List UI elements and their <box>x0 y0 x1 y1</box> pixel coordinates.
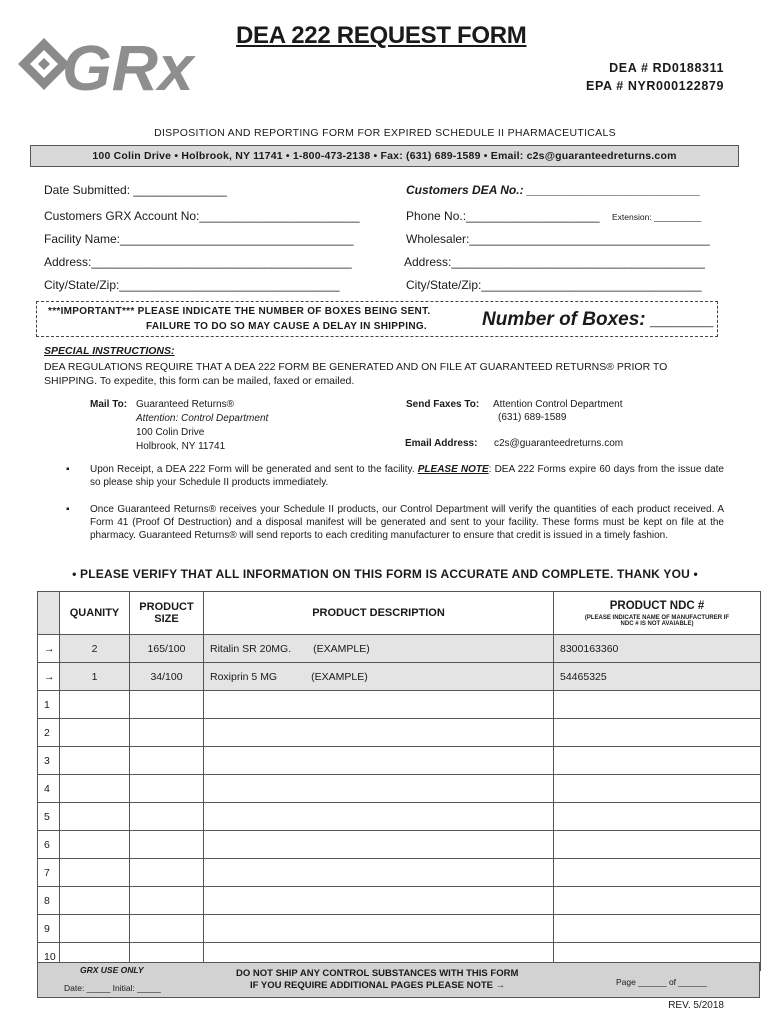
email-label: Email Address: <box>405 438 478 449</box>
header-index <box>38 592 60 635</box>
ndc-cell[interactable] <box>554 831 761 859</box>
mail-to-line: Guaranteed Returns® <box>136 399 234 410</box>
table-row <box>38 691 761 719</box>
page-of-field[interactable]: Page ______ of ______ <box>616 977 707 987</box>
ndc-cell[interactable] <box>554 915 761 943</box>
example-description <box>204 663 554 691</box>
bullet-dot: ▪ <box>66 504 70 515</box>
example-description <box>204 635 554 663</box>
example-product: Ritalin SR 20MG. <box>210 642 292 655</box>
table-row <box>38 859 761 887</box>
city-state-zip-left[interactable]: City/State/Zip:_________________________________ <box>44 278 340 292</box>
description-cell[interactable] <box>204 719 554 747</box>
example-ndc: 8300163360 <box>554 635 761 663</box>
description-cell[interactable] <box>204 915 554 943</box>
grx-account-field[interactable]: Customers GRX Account No:________________________ <box>44 209 360 223</box>
row-number: 6 <box>38 831 60 859</box>
quantity-cell[interactable] <box>60 747 130 775</box>
facility-name-field[interactable]: Facility Name:___________________________________ <box>44 232 354 246</box>
size-cell[interactable] <box>130 803 204 831</box>
header-ndc-note: (PLEASE INDICATE NAME OF MANUFACTURER IF <box>584 614 730 621</box>
size-cell[interactable] <box>130 887 204 915</box>
ndc-cell[interactable] <box>554 691 761 719</box>
description-cell[interactable] <box>204 691 554 719</box>
mail-to-line: 100 Colin Drive <box>136 427 205 438</box>
quantity-cell[interactable] <box>60 859 130 887</box>
size-cell[interactable] <box>130 915 204 943</box>
example-quantity: 1 <box>60 663 130 691</box>
please-note: PLEASE NOTE <box>417 464 489 475</box>
row-number: 1 <box>38 691 60 719</box>
grx-logo <box>14 22 234 106</box>
bullet-1 <box>90 463 724 489</box>
bullet-1-post: : DEA 222 Forms expire 60 days from the issue date so please ship your Schedule II products immediately. <box>90 464 724 488</box>
table-row <box>38 887 761 915</box>
quantity-cell[interactable] <box>60 887 130 915</box>
ndc-cell[interactable] <box>554 803 761 831</box>
customers-dea-field[interactable]: Customers DEA No.: __________________________ <box>406 183 701 197</box>
description-cell[interactable] <box>204 859 554 887</box>
size-cell[interactable] <box>130 831 204 859</box>
footer-warning-2: IF YOU REQUIRE ADDITIONAL PAGES PLEASE NOTE → <box>250 980 506 991</box>
email-value: c2s@guaranteedreturns.com <box>494 438 624 449</box>
arrow-icon: → <box>38 663 60 691</box>
quantity-cell[interactable] <box>60 775 130 803</box>
special-instructions-line-1: DEA REGULATIONS REQUIRE THAT A DEA 222 FORM BE GENERATED AND ON FILE AT GUARANTEED RETURNS® PRIOR TO <box>44 361 668 373</box>
date-initial-field[interactable]: Date: _____ Initial: _____ <box>64 983 161 993</box>
blank-rows <box>38 691 761 971</box>
grx-use-only: GRX USE ONLY <box>80 965 144 975</box>
row-number: 7 <box>38 859 60 887</box>
important-line-2: FAILURE TO DO SO MAY CAUSE A DELAY IN SHIPPING. <box>146 321 428 332</box>
city-state-zip-right[interactable]: City/State/Zip:_________________________________ <box>406 278 702 292</box>
example-row <box>38 635 761 663</box>
important-line-1: ***IMPORTANT*** PLEASE INDICATE THE NUMBER OF BOXES BEING SENT. <box>48 306 431 317</box>
verify-notice: • PLEASE VERIFY THAT ALL INFORMATION ON THIS FORM IS ACCURATE AND COMPLETE. THANK YOU • <box>72 567 698 581</box>
size-cell[interactable] <box>130 859 204 887</box>
example-ndc: 54465325 <box>554 663 761 691</box>
example-tag: (EXAMPLE) <box>313 642 370 655</box>
quantity-cell[interactable] <box>60 691 130 719</box>
special-instructions-heading: SPECIAL INSTRUCTIONS: <box>44 345 175 357</box>
size-cell[interactable] <box>130 747 204 775</box>
table-row <box>38 747 761 775</box>
description-cell[interactable] <box>204 747 554 775</box>
row-number: 3 <box>38 747 60 775</box>
epa-number: EPA # NYR000122879 <box>586 79 724 93</box>
mail-to-line: Attention: Control Department <box>136 413 269 424</box>
quantity-cell[interactable] <box>60 915 130 943</box>
description-cell[interactable] <box>204 775 554 803</box>
form-subtitle: DISPOSITION AND REPORTING FORM FOR EXPIRED SCHEDULE II PHARMACEUTICALS <box>154 127 616 139</box>
example-size: 165/100 <box>130 635 204 663</box>
ndc-cell[interactable] <box>554 859 761 887</box>
ndc-cell[interactable] <box>554 775 761 803</box>
quantity-cell[interactable] <box>60 719 130 747</box>
address-field-left[interactable]: Address:_______________________________________ <box>44 255 352 269</box>
header-ndc-title: PRODUCT NDC # <box>609 599 705 612</box>
special-instructions-line-2: SHIPPING. To expedite, this form can be mailed, faxed or emailed. <box>44 375 355 387</box>
ndc-cell[interactable] <box>554 719 761 747</box>
send-faxes-label: Send Faxes To: <box>406 399 480 410</box>
date-submitted-field[interactable]: Date Submitted: ______________ <box>44 183 227 197</box>
size-cell[interactable] <box>130 775 204 803</box>
row-number: 8 <box>38 887 60 915</box>
dea-number: DEA # RD0188311 <box>609 61 724 75</box>
header-size-line-2: SIZE <box>154 613 179 625</box>
table-row <box>38 803 761 831</box>
send-faxes-attention: Attention Control Department <box>493 399 623 410</box>
row-number: 9 <box>38 915 60 943</box>
footer-warning-1: DO NOT SHIP ANY CONTROL SUBSTANCES WITH THIS FORM <box>236 968 519 979</box>
example-tag: (EXAMPLE) <box>311 670 368 683</box>
header-description: PRODUCT DESCRIPTION <box>204 592 554 635</box>
row-number: 2 <box>38 719 60 747</box>
example-quantity: 2 <box>60 635 130 663</box>
logo-text: GRx <box>62 32 194 104</box>
header-ndc-note: NDC # IS NOT AVAIABLE) <box>620 620 694 627</box>
company-address-bar: 100 Colin Drive • Holbrook, NY 11741 • 1-800-473-2138 • Fax: (631) 689-1589 • Email: c2s@guaranteedreturns.com <box>30 145 739 167</box>
mail-to-line: Holbrook, NY 11741 <box>136 441 226 452</box>
mail-to-label: Mail To: <box>90 399 128 410</box>
example-size: 34/100 <box>130 663 204 691</box>
table-header-row <box>38 592 761 635</box>
header-product-size <box>130 592 204 635</box>
quantity-cell[interactable] <box>60 803 130 831</box>
description-cell[interactable] <box>204 831 554 859</box>
table-row <box>38 719 761 747</box>
mail-to-address <box>136 398 268 454</box>
product-table <box>37 591 761 971</box>
ndc-cell[interactable] <box>554 887 761 915</box>
table-row <box>38 915 761 943</box>
row-number: 5 <box>38 803 60 831</box>
description-cell[interactable] <box>204 887 554 915</box>
bullet-dot: ▪ <box>66 464 70 475</box>
send-faxes-number: (631) 689-1589 <box>498 412 567 423</box>
number-of-boxes-field[interactable]: Number of Boxes: ______ <box>482 309 715 330</box>
table-row <box>38 775 761 803</box>
quantity-cell[interactable] <box>60 831 130 859</box>
ndc-cell[interactable] <box>554 747 761 775</box>
size-cell[interactable] <box>130 691 204 719</box>
header-size-line-1: PRODUCT <box>139 601 194 613</box>
arrow-icon: → <box>38 635 60 663</box>
header-quantity: QUANITY <box>60 592 130 635</box>
bullet-1-text: Upon Receipt, a DEA 222 Form will be generated and sent to the facility. <box>90 464 415 475</box>
form-title: DEA 222 REQUEST FORM <box>236 22 527 49</box>
revision: REV. 5/2018 <box>668 1000 724 1011</box>
header-ndc <box>554 592 761 635</box>
row-number: 4 <box>38 775 60 803</box>
example-row <box>38 663 761 691</box>
dea-epa-block <box>586 59 724 95</box>
example-product: Roxiprin 5 MG <box>210 670 278 683</box>
table-row <box>38 831 761 859</box>
extension-field[interactable]: Extension: __________ <box>612 212 702 222</box>
size-cell[interactable] <box>130 719 204 747</box>
row-number: 10 <box>38 943 60 971</box>
description-cell[interactable] <box>204 803 554 831</box>
bullet-2: Once Guaranteed Returns® receives your Schedule II products, our Control Department will verify the quantities of each product received. A Form 41 (Proof Of Destruction) and a disposal manifest will be generated and sent to your facility. These forms must be kept on file at the pharmacy. Guaranteed Returns® will send reports to each crediting manufacturer to ensure that credit is issued in a timely fashion. <box>90 504 724 541</box>
phone-field[interactable]: Phone No.:____________________ <box>406 209 600 223</box>
address-field-right[interactable]: Address:______________________________________ <box>404 255 705 269</box>
wholesaler-field[interactable]: Wholesaler:____________________________________ <box>406 232 710 246</box>
